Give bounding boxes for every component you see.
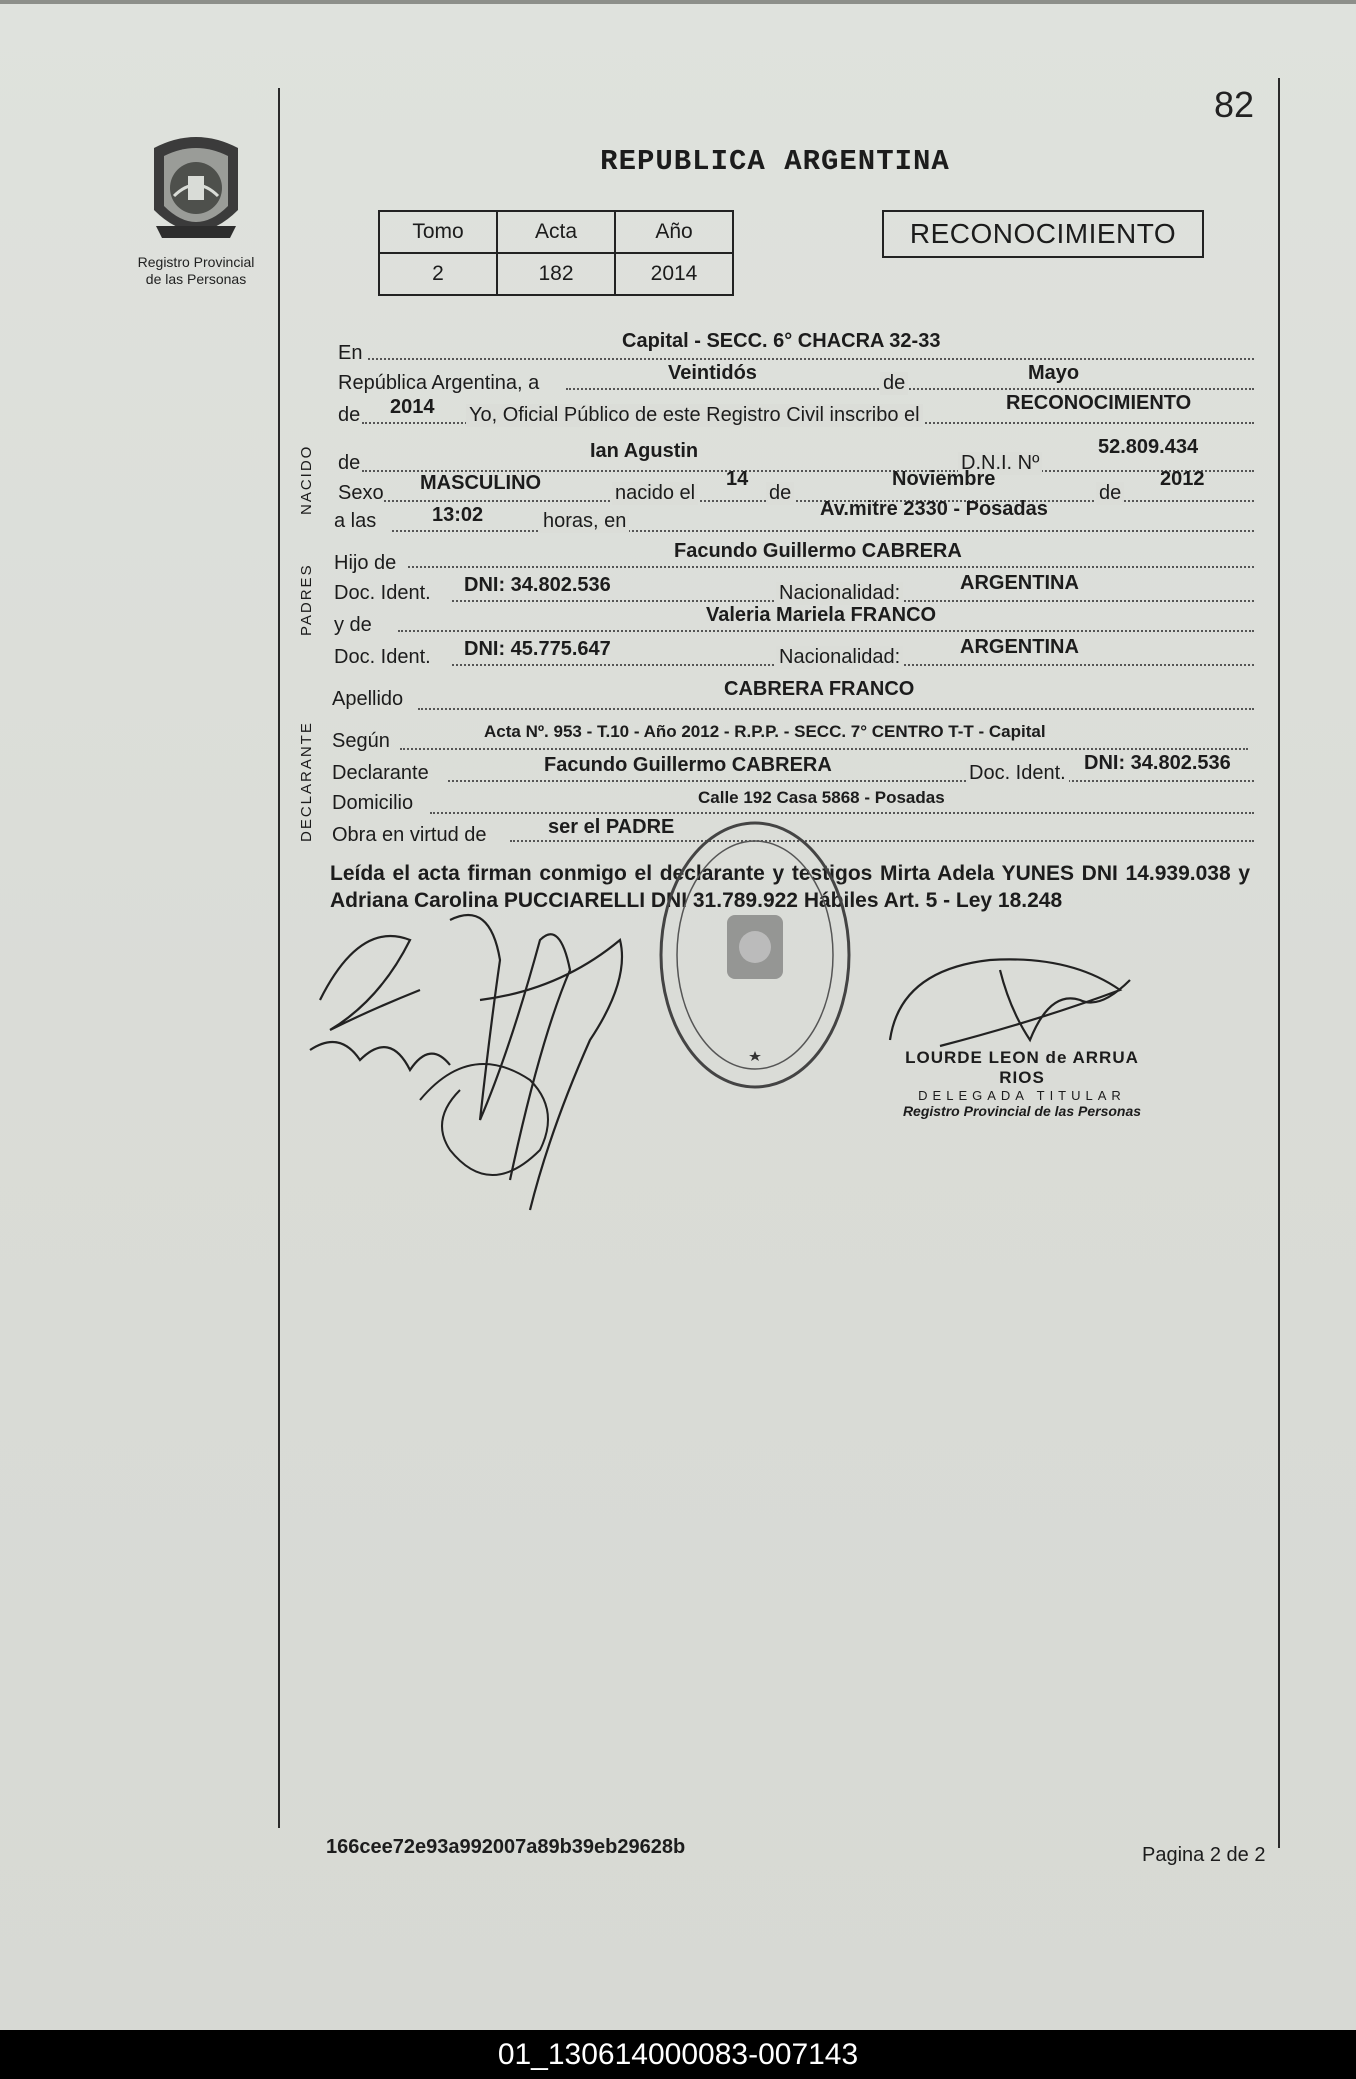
- value-madre-doc: DNI: 45.775.647: [464, 638, 611, 660]
- value-madre: Valeria Mariela FRANCO: [706, 604, 937, 626]
- register-value-anio: 2014: [615, 253, 733, 295]
- label-de-dia: de: [766, 482, 794, 505]
- label-de-anio: de: [338, 404, 361, 426]
- label-de-nombre: de: [338, 452, 361, 474]
- label-doc-ident-declarante: Doc. Ident.: [966, 762, 1069, 785]
- act-type-badge: RECONOCIMIENTO: [882, 210, 1204, 258]
- value-dia-nac: 14: [726, 468, 749, 490]
- label-a-las: a las: [334, 510, 377, 532]
- value-padre-doc: DNI: 34.802.536: [464, 574, 611, 596]
- left-margin-rule: [278, 88, 280, 1828]
- register-value-acta: 182: [497, 253, 615, 295]
- register-header-anio: Año: [615, 211, 733, 253]
- right-margin-rule: [1278, 78, 1280, 1848]
- logo-caption-2: de las Personas: [145, 271, 247, 287]
- value-acto: RECONOCIMIENTO: [1006, 392, 1192, 414]
- value-lugar: Capital - SECC. 6° CHACRA 32-33: [622, 330, 941, 352]
- label-declarante: Declarante: [332, 762, 429, 784]
- section-label-padres: PADRES: [298, 563, 315, 636]
- official-name: LOURDE LEON de ARRUA RIOS: [905, 1048, 1139, 1087]
- label-segun: Según: [332, 730, 390, 752]
- value-dia-acta: Veintidós: [668, 362, 757, 384]
- label-y-de: y de: [334, 614, 372, 636]
- label-nacionalidad-madre: Nacionalidad:: [776, 646, 903, 669]
- page-title: REPUBLICA ARGENTINA: [600, 145, 950, 178]
- value-madre-nac: ARGENTINA: [960, 636, 1079, 658]
- section-label-declarante: DECLARANTE: [298, 721, 315, 842]
- label-de-anio-nac: de: [1096, 482, 1124, 505]
- label-nacionalidad-padre: Nacionalidad:: [776, 582, 903, 605]
- official-office: Registro Provincial de las Personas: [902, 1103, 1142, 1119]
- label-horas-en: horas, en: [540, 510, 629, 533]
- register-header-acta: Acta: [497, 211, 615, 253]
- section-label-nacido: NACIDO: [298, 444, 315, 515]
- file-id-bar: 01_130614000083-007143: [0, 2030, 1356, 2079]
- value-declarante-doc: DNI: 34.802.536: [1084, 752, 1231, 774]
- page-number: 82: [1214, 84, 1255, 125]
- label-sexo: Sexo: [338, 482, 384, 504]
- label-obra: Obra en virtud de: [332, 824, 487, 846]
- value-padre-nac: ARGENTINA: [960, 572, 1079, 594]
- shield-icon: [144, 130, 248, 250]
- value-hora: 13:02: [432, 504, 484, 526]
- seal-stamp-icon: [655, 815, 855, 1095]
- value-segun: Acta Nº. 953 - T.10 - Año 2012 - R.P.P. - SECC. 7° CENTRO T-T - Capital: [484, 722, 1046, 741]
- top-edge: [0, 0, 1356, 4]
- logo-caption-1: Registro Provincial: [137, 254, 255, 270]
- value-apellido: CABRERA FRANCO: [724, 678, 915, 700]
- value-declarante: Facundo Guillermo CABRERA: [544, 754, 832, 776]
- label-de-mes: de: [880, 372, 908, 395]
- value-lugar-nac: Av.mitre 2330 - Posadas: [820, 498, 1048, 520]
- value-anio-acta: 2014: [390, 396, 435, 418]
- label-doc-ident-padre: Doc. Ident.: [334, 582, 431, 604]
- label-republica: República Argentina, a: [338, 372, 540, 394]
- official-title-stamp: [882, 1048, 1162, 1119]
- value-anio-nac: 2012: [1160, 468, 1205, 490]
- official-signature: [880, 950, 1160, 1060]
- value-nombre: Ian Agustin: [590, 440, 699, 462]
- signature-scribble: [300, 880, 680, 1220]
- label-hijo-de: Hijo de: [334, 552, 397, 574]
- label-doc-ident-madre: Doc. Ident.: [334, 646, 431, 668]
- value-sexo: MASCULINO: [420, 472, 542, 494]
- closing-statement: Leída el acta firman conmigo el declarante y testigos Mirta Adela YUNES DNI 14.939.038 y Adriana Carolina PUCCIARELLI DNI 31.789.922 Hábiles Art. 5 - Ley 18.248: [330, 862, 1250, 912]
- register-header-tomo: Tomo: [379, 211, 497, 253]
- official-role: DELEGADA TITULAR: [918, 1088, 1126, 1103]
- register-value-tomo: 2: [379, 253, 497, 295]
- page-indicator: Pagina 2 de 2: [1142, 1844, 1266, 1866]
- value-mes-acta: Mayo: [1028, 362, 1080, 384]
- value-dni: 52.809.434: [1098, 436, 1199, 458]
- value-obra: ser el PADRE: [548, 816, 675, 838]
- value-padre: Facundo Guillermo CABRERA: [674, 540, 962, 562]
- label-apellido: Apellido: [332, 688, 404, 710]
- label-en: En: [338, 342, 363, 364]
- document-hash: 166cee72e93a992007a89b39eb29628b: [326, 1836, 686, 1858]
- province-logo: [126, 130, 266, 288]
- register-table: [378, 210, 734, 296]
- value-mes-nac: Noviembre: [892, 468, 996, 490]
- label-yo-oficial: Yo, Oficial Público de este Registro Civil inscribo el: [466, 404, 923, 427]
- label-nacido-el: nacido el: [612, 482, 698, 505]
- label-dni: D.N.I. Nº: [958, 452, 1042, 475]
- value-domicilio: Calle 192 Casa 5868 - Posadas: [698, 788, 945, 807]
- label-domicilio: Domicilio: [332, 792, 414, 814]
